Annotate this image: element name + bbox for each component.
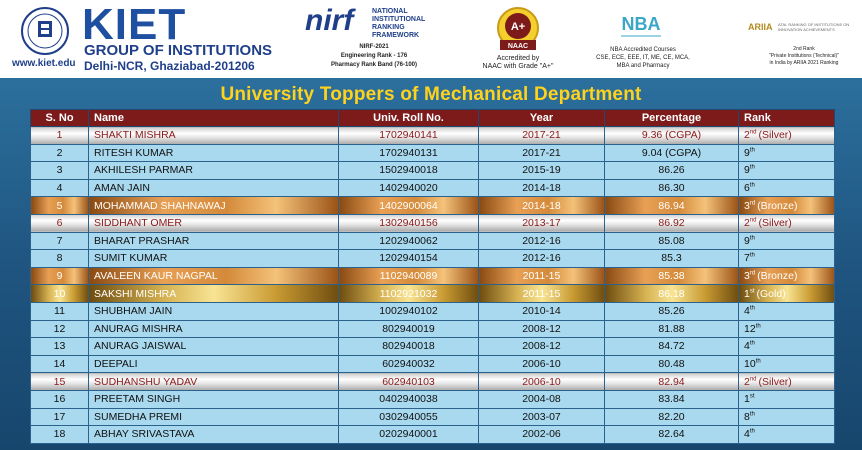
nirf-year: NIRF-2021: [359, 44, 389, 50]
cell-year: 2014-18: [479, 197, 605, 215]
cell-rank: [739, 127, 835, 145]
cell-rank: [739, 373, 835, 391]
cell-sno: 17: [31, 408, 89, 426]
naac-badge-icon: [484, 6, 552, 54]
ariia-line3: in India by ARIIA 2021 Ranking: [769, 60, 839, 66]
cell-year: 2004-08: [479, 390, 605, 408]
cell-name: BHARAT PRASHAR: [89, 232, 339, 250]
nba-line3: MBA and Pharmacy: [616, 63, 670, 69]
header-percentage: Percentage: [605, 110, 739, 127]
table-row: [31, 197, 835, 215]
cell-rank: [739, 355, 835, 373]
rank-suffix: th: [749, 340, 755, 347]
rank-medal: (Silver): [758, 129, 792, 142]
rank-medal: (Silver): [758, 217, 792, 230]
cell-rank: [739, 390, 835, 408]
cell-year: 2006-10: [479, 355, 605, 373]
page-title: University Toppers of Mechanical Department: [220, 84, 642, 105]
nba-logo-icon: [617, 10, 665, 42]
cell-year: 2011-15: [479, 285, 605, 303]
rank-number: 4: [744, 428, 750, 441]
cell-roll: 1702940141: [339, 127, 479, 145]
table-row: [31, 338, 835, 356]
cell-sno: 3: [31, 162, 89, 180]
nirf-logo: nirf: [305, 4, 354, 37]
rank-number: 2: [744, 217, 750, 230]
cell-name: MOHAMMAD SHAHNAWAJ: [89, 197, 339, 215]
rank-medal: (Bronze): [757, 199, 798, 212]
nba-line1: NBA Accredited Courses: [610, 47, 676, 53]
table-row: [31, 355, 835, 373]
cell-year: 2002-06: [479, 426, 605, 444]
ariia-text: [752, 46, 856, 67]
table-row: [31, 302, 835, 320]
cell-year: 2008-12: [479, 320, 605, 338]
main-panel: [0, 78, 862, 450]
cell-name: ANURAG MISHRA: [89, 320, 339, 338]
nirf-full-name: NATIONAL INSTITUTIONAL RANKING FRAMEWORK: [372, 8, 426, 39]
nirf-engineering-rank: Engineering Rank - 176: [340, 53, 408, 59]
cell-percentage: 86.30: [605, 179, 739, 197]
rank-number: 9: [744, 164, 750, 177]
cell-roll: 1102921032: [339, 285, 479, 303]
naac-text: [468, 55, 568, 71]
cell-rank: [739, 232, 835, 250]
rank-number: 4: [744, 305, 750, 318]
cell-rank: [739, 197, 835, 215]
kiet-seal-logo: [14, 6, 76, 56]
cell-name: SUDHANSHU YADAV: [89, 373, 339, 391]
cell-percentage: 86.94: [605, 197, 739, 215]
rank-suffix: rd: [749, 200, 756, 207]
rank-medal: (Bronze): [757, 270, 798, 283]
header-rank: Rank: [739, 110, 835, 127]
cell-percentage: 80.48: [605, 355, 739, 373]
rank-suffix: th: [749, 235, 755, 242]
rank-number: 2: [744, 129, 750, 142]
cell-name: SHAKTI MISHRA: [89, 127, 339, 145]
cell-roll: 1302940156: [339, 214, 479, 232]
cell-roll: 1202940154: [339, 250, 479, 268]
rank-suffix: th: [749, 428, 755, 435]
header-sno: S. No: [31, 110, 89, 127]
cell-roll: 0302940055: [339, 408, 479, 426]
cell-year: 2006-10: [479, 373, 605, 391]
kiet-logo-text: KIET: [82, 0, 187, 49]
cell-percentage: 84.72: [605, 338, 739, 356]
table-row: [31, 373, 835, 391]
rank-number: 3: [744, 199, 750, 212]
cell-percentage: 86.18: [605, 285, 739, 303]
cell-name: AKHILESH PARMAR: [89, 162, 339, 180]
cell-roll: 802940019: [339, 320, 479, 338]
rank-suffix: th: [749, 164, 755, 171]
cell-percentage: 82.64: [605, 426, 739, 444]
cell-name: SHUBHAM JAIN: [89, 302, 339, 320]
table-row: [31, 127, 835, 145]
rank-medal: (Gold): [756, 287, 786, 300]
cell-percentage: 81.88: [605, 320, 739, 338]
rank-suffix: th: [755, 323, 761, 330]
cell-rank: [739, 214, 835, 232]
cell-percentage: 86.26: [605, 162, 739, 180]
rank-suffix: th: [755, 358, 761, 365]
cell-year: 2014-18: [479, 179, 605, 197]
cell-rank: [739, 408, 835, 426]
cell-sno: 16: [31, 390, 89, 408]
cell-sno: 5: [31, 197, 89, 215]
cell-percentage: 9.04 (CGPA): [605, 144, 739, 162]
rank-number: 1: [744, 287, 750, 300]
cell-roll: 1402940020: [339, 179, 479, 197]
cell-name: PREETAM SINGH: [89, 390, 339, 408]
cell-rank: [739, 426, 835, 444]
cell-roll: 602940032: [339, 355, 479, 373]
cell-rank: [739, 179, 835, 197]
cell-sno: 2: [31, 144, 89, 162]
cell-rank: [739, 250, 835, 268]
cell-sno: 15: [31, 373, 89, 391]
cell-rank: [739, 285, 835, 303]
cell-year: 2013-17: [479, 214, 605, 232]
cell-sno: 12: [31, 320, 89, 338]
cell-rank: [739, 320, 835, 338]
cell-year: 2003-07: [479, 408, 605, 426]
table-body: [31, 127, 835, 444]
cell-name: SIDDHANT OMER: [89, 214, 339, 232]
table-row: [31, 320, 835, 338]
rank-suffix: th: [749, 411, 755, 418]
rank-suffix: th: [749, 182, 755, 189]
nba-text: [588, 46, 698, 70]
header-name: Name: [89, 110, 339, 127]
table-row: [31, 179, 835, 197]
table-row: [31, 214, 835, 232]
table-header-row: [31, 110, 835, 127]
cell-roll: 1102940089: [339, 267, 479, 285]
cell-percentage: 82.94: [605, 373, 739, 391]
cell-year: 2017-21: [479, 144, 605, 162]
rank-number: 9: [744, 234, 750, 247]
rank-number: 7: [744, 252, 750, 265]
rank-number: 2: [744, 375, 750, 388]
cell-year: 2012-16: [479, 232, 605, 250]
ariia-line2: "Private Institutions (Technical)": [769, 53, 839, 59]
naac-label: NAAC: [507, 43, 529, 50]
cell-roll: 1702940131: [339, 144, 479, 162]
cell-rank: [739, 302, 835, 320]
table-row: [31, 285, 835, 303]
cell-roll: 1002940102: [339, 302, 479, 320]
cell-year: 2010-14: [479, 302, 605, 320]
header-year: Year: [479, 110, 605, 127]
rank-number: 4: [744, 340, 750, 353]
rank-number: 8: [744, 410, 750, 423]
cell-roll: 1402900064: [339, 197, 479, 215]
cell-sno: 18: [31, 426, 89, 444]
group-name: GROUP OF INSTITUTIONS: [84, 42, 273, 59]
cell-sno: 7: [31, 232, 89, 250]
cell-name: ANURAG JAISWAL: [89, 338, 339, 356]
header-roll: Univ. Roll No.: [339, 110, 479, 127]
nirf-info: [318, 43, 430, 70]
rank-suffix: nd: [749, 129, 757, 136]
cell-percentage: 9.36 (CGPA): [605, 127, 739, 145]
cell-percentage: 85.38: [605, 267, 739, 285]
cell-name: ABHAY SRIVASTAVA: [89, 426, 339, 444]
rank-suffix: th: [749, 147, 755, 154]
cell-year: 2011-15: [479, 267, 605, 285]
cell-sno: 8: [31, 250, 89, 268]
cell-roll: 802940018: [339, 338, 479, 356]
nirf-pharmacy-rank: Pharmacy Rank Band (76-100): [330, 62, 418, 68]
toppers-table: [30, 109, 835, 444]
rank-suffix: rd: [749, 270, 756, 277]
cell-year: 2012-16: [479, 250, 605, 268]
cell-year: 2008-12: [479, 338, 605, 356]
cell-roll: 602940103: [339, 373, 479, 391]
cell-percentage: 86.92: [605, 214, 739, 232]
cell-sno: 10: [31, 285, 89, 303]
cell-percentage: 85.08: [605, 232, 739, 250]
cell-name: SUMEDHA PREMI: [89, 408, 339, 426]
rank-number: 1: [744, 393, 750, 406]
ariia-logo: ARIIA: [748, 22, 773, 32]
cell-sno: 4: [31, 179, 89, 197]
naac-text-line1: Accredited by: [496, 55, 540, 62]
table-row: [31, 408, 835, 426]
website-url: www.kiet.edu: [12, 58, 76, 69]
cell-roll: 0202940001: [339, 426, 479, 444]
nba-logo-text: NBA: [621, 14, 661, 34]
ariia-rank: 2nd Rank: [793, 46, 815, 52]
rank-number: 10: [744, 358, 756, 371]
cell-percentage: 85.26: [605, 302, 739, 320]
cell-year: 2015-19: [479, 162, 605, 180]
header: [0, 0, 862, 78]
cell-name: DEEPALI: [89, 355, 339, 373]
cell-sno: 1: [31, 127, 89, 145]
naac-text-line2: NAAC with Grade "A+": [482, 63, 554, 70]
rank-number: 12: [744, 322, 756, 335]
nba-line2: CSE, ECE, EEE, IT, ME, CE, MCA,: [596, 55, 690, 61]
rank-number: 6: [744, 182, 750, 195]
rank-suffix: th: [749, 305, 755, 312]
cell-roll: 0402940038: [339, 390, 479, 408]
cell-roll: 1502940018: [339, 162, 479, 180]
table-row: [31, 390, 835, 408]
cell-name: RITESH KUMAR: [89, 144, 339, 162]
cell-name: SUMIT KUMAR: [89, 250, 339, 268]
table-row: [31, 162, 835, 180]
rank-number: 3: [744, 270, 750, 283]
cell-name: SAKSHI MISHRA: [89, 285, 339, 303]
cell-sno: 6: [31, 214, 89, 232]
rank-suffix: st: [749, 288, 755, 295]
cell-name: AVALEEN KAUR NAGPAL: [89, 267, 339, 285]
cell-year: 2017-21: [479, 127, 605, 145]
cell-percentage: 85.3: [605, 250, 739, 268]
ariia-subtitle: ATAL RANKING OF INSTITUTIONS ON INNOVATION ACHIEVEMENTS: [778, 22, 850, 32]
cell-rank: [739, 267, 835, 285]
table-row: [31, 250, 835, 268]
table-row: [31, 144, 835, 162]
rank-suffix: th: [749, 252, 755, 259]
cell-sno: 13: [31, 338, 89, 356]
table-row: [31, 426, 835, 444]
table-row: [31, 232, 835, 250]
location: Delhi-NCR, Ghaziabad-201206: [84, 59, 255, 73]
cell-sno: 14: [31, 355, 89, 373]
cell-rank: [739, 162, 835, 180]
cell-sno: 11: [31, 302, 89, 320]
cell-name: AMAN JAIN: [89, 179, 339, 197]
cell-roll: 1202940062: [339, 232, 479, 250]
cell-rank: [739, 338, 835, 356]
rank-number: 9: [744, 146, 750, 159]
cell-percentage: 82.20: [605, 408, 739, 426]
rank-suffix: nd: [749, 376, 757, 383]
cell-percentage: 83.84: [605, 390, 739, 408]
table-row: [31, 267, 835, 285]
cell-sno: 9: [31, 267, 89, 285]
rank-medal: (Silver): [758, 375, 792, 388]
cell-rank: [739, 144, 835, 162]
naac-grade: A+: [510, 21, 526, 33]
rank-suffix: nd: [749, 217, 757, 224]
rank-suffix: st: [749, 393, 755, 400]
